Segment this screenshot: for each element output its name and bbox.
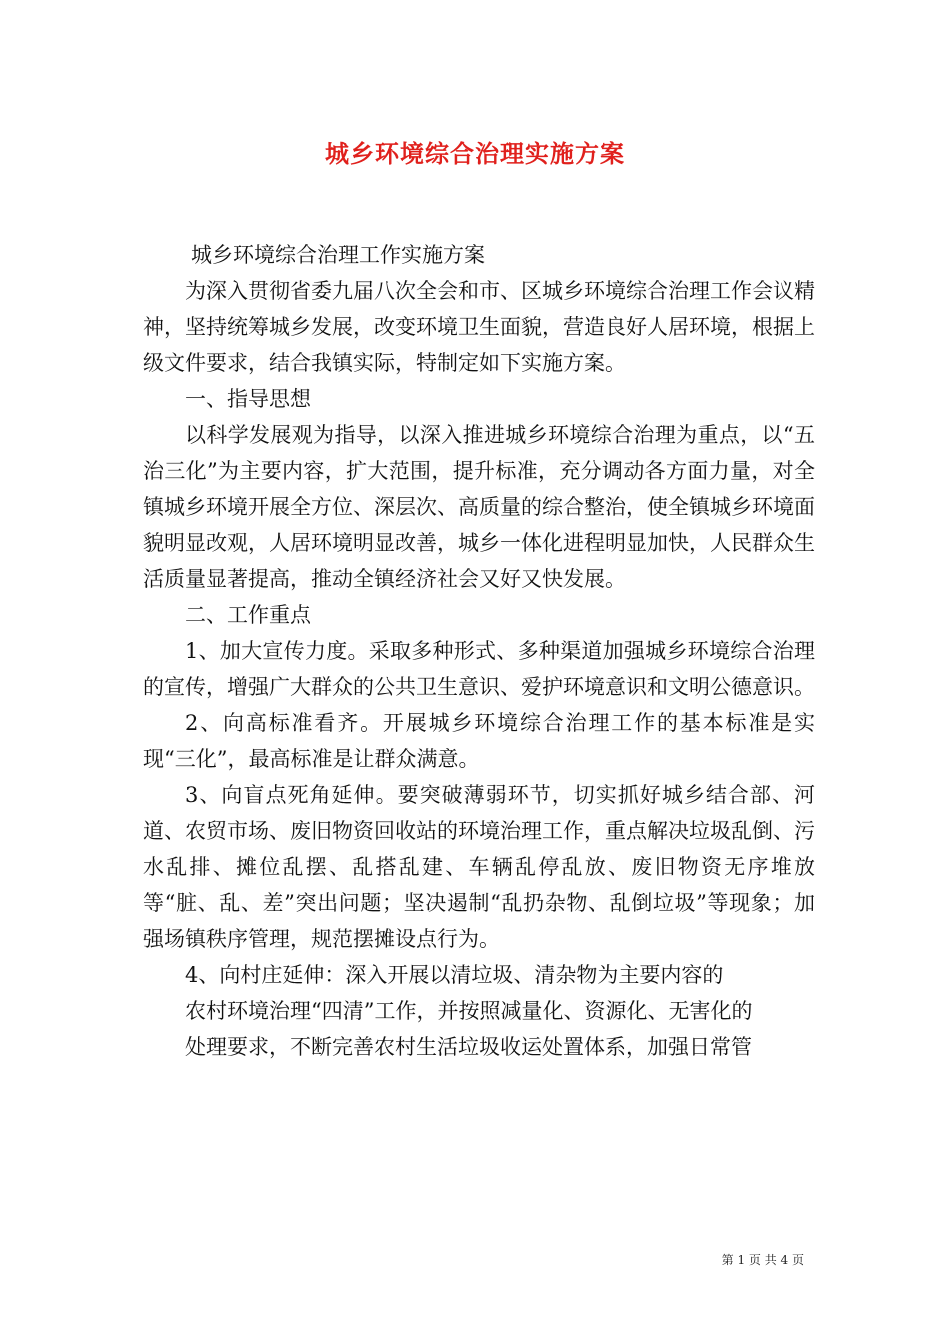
- page-number: 第 1 页 共 4 页: [721, 1253, 804, 1267]
- paragraph-item-3: 3、向盲点死角延伸。要突破薄弱环节，切实抓好城乡结合部、河道、农贸市场、废旧物资回收站的环境治理工作，重点解决垃圾乱倒、污水乱排、摊位乱摆、乱搭乱建、车辆乱停乱放、废旧物资无序堆放等“脏、乱、差”突出问题；坚决遏制“乱扔杂物、乱倒垃圾”等现象；加强场镇秩序管理，规范摆摊设点行为。: [143, 783, 815, 951]
- paragraph-guiding-thought: 以科学发展观为指导，以深入推进城乡环境综合治理为重点，以“五治三化”为主要内容，扩大范围，提升标准，充分调动各方面力量，对全镇城乡环境开展全方位、深层次、高质量的综合整治，使全镇城乡环境面貌明显改观，人居环境明显改善，城乡一体化进程明显加快，人民群众生活质量显著提高，推动全镇经济社会又好又快发展。: [143, 423, 815, 591]
- paragraph-intro: 为深入贯彻省委九届八次全会和市、区城乡环境综合治理工作会议精神，坚持统筹城乡发展，改变环境卫生面貌，营造良好人居环境，根据上级文件要求，结合我镇实际，特制定如下实施方案。: [143, 279, 815, 375]
- paragraph-item-4-cont-1: 农村环境治理“四清”工作，并按照减量化、资源化、无害化的: [185, 999, 753, 1023]
- paragraph-subtitle: 城乡环境综合治理工作实施方案: [191, 243, 485, 267]
- paragraph-item-4-cont-2: 处理要求，不断完善农村生活垃圾收运处置体系，加强日常管: [185, 1035, 752, 1059]
- heading-work-focus: 二、工作重点: [185, 603, 311, 627]
- paragraph-item-4: 4、向村庄延伸：深入开展以清垃圾、清杂物为主要内容的: [185, 963, 724, 987]
- document-title: 城乡环境综合治理实施方案: [325, 140, 625, 168]
- paragraph-item-1: 1、加大宣传力度。采取多种形式、多种渠道加强城乡环境综合治理的宣传，增强广大群众的公共卫生意识、爱护环境意识和文明公德意识。: [143, 639, 815, 699]
- heading-guiding-thought: 一、指导思想: [185, 387, 311, 411]
- document-body: [143, 237, 815, 1065]
- paragraph-item-2: 2、向高标准看齐。开展城乡环境综合治理工作的基本标准是实现“三化”，最高标准是让群众满意。: [143, 711, 815, 771]
